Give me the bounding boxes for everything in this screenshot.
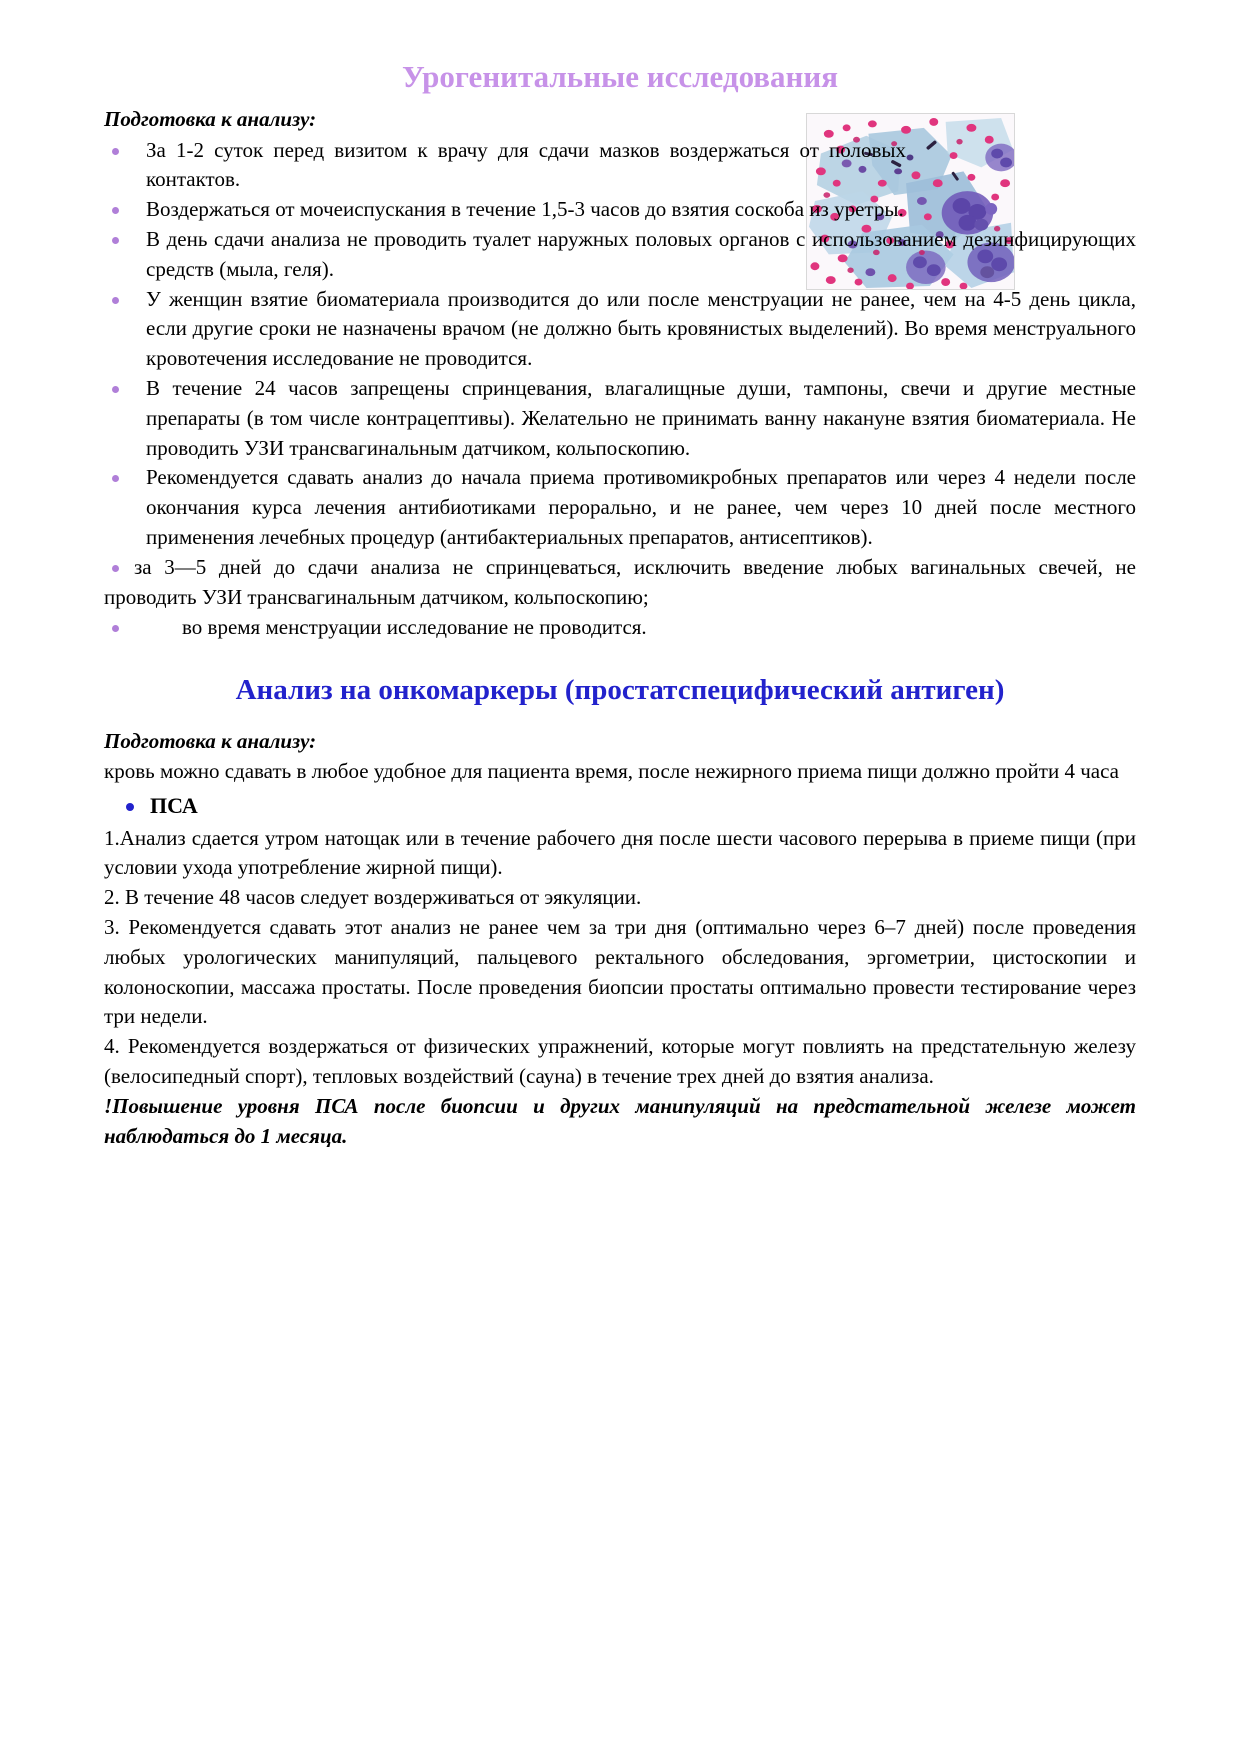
page-title-urogenital: Урогенитальные исследования <box>401 59 839 94</box>
bullet-dot-icon <box>112 625 119 632</box>
bullet-dot-icon <box>112 386 119 393</box>
list-item <box>104 613 1136 643</box>
list-item <box>104 136 1136 196</box>
psa-marker-list <box>104 791 1136 822</box>
list-item-text: за 3—5 дней до сдачи анализа не спринцеваться, исключить введение любых вагинальных свечей, не проводить УЗИ трансвагинальным датчиком, кольпоскопию; <box>104 554 1136 609</box>
list-item-text: во время менструации исследование не проводится. <box>182 614 647 639</box>
section1-body <box>104 105 1136 642</box>
list-item-text: Воздержаться от мочеиспускания в течение 1,5-3 часов до взятия соскоба из уретры. <box>146 197 904 222</box>
list-item-text: Рекомендуется сдавать анализ до начала приема противомикробных препаратов или через 4 недели после окончания курса лечения антибиотиками перорально, и не ранее, чем через 10 дней после местного применения лечебных процедур (антибактериальных препаратов, антисептиков). <box>146 465 1136 550</box>
numbered-item-1: 1.Анализ сдается утром натощак или в течение рабочего дня после шести часового перерыва в приеме пищи (при условии ухода употребление жирной пищи). <box>104 825 1136 880</box>
section1-bullet-list <box>104 136 1136 643</box>
numbered-item-3: 3. Рекомендуется сдавать этот анализ не ранее чем за три дня (оптимально через 6–7 дней) после проведения любых урологических манипуляций, пальцевого ректального обследования, эргометрии, цистоскопии и колоноскопии, массажа простаты. После проведения биопсии простаты оптимально провести тестирование через три недели. <box>104 914 1136 1029</box>
list-item <box>104 553 1136 613</box>
list-item-text: У женщин взятие биоматериала производится до или после менструации не ранее, чем на 4-5 день цикла, если другие сроки не назначены врачом (не должно быть кровянистых выделений). Во время менструального кровотечения исследование не проводится. <box>146 286 1136 371</box>
numbered-item-2: 2. В течение 48 часов следует воздерживаться от эякуляции. <box>104 885 642 910</box>
list-item-text: В течение 24 часов запрещены спринцевания, влагалищные души, тампоны, свечи и другие местные препараты (в том числе контрацептивы). Желательно не принимать ванну накануне взятия биоматериала. Не проводить УЗИ трансвагинальным датчиком, кольпоскопию. <box>146 376 1136 460</box>
list-item <box>104 463 1136 552</box>
bullet-dot-icon <box>112 475 119 482</box>
list-item-psa <box>104 791 1136 822</box>
section2-intro-text: кровь можно сдавать в любое удобное для пациента время, после нежирного приема пищи должно пройти 4 часа <box>104 758 1119 783</box>
page-title-oncomarkers: Анализ на онкомаркеры (простатспецифический антиген) <box>235 674 1005 707</box>
psa-warning-note: !Повышение уровня ПСА после биопсии и других манипуляций на предстательной железе может наблюдаться до 1 месяца. <box>104 1093 1136 1148</box>
list-item-label: ПСА <box>150 792 198 818</box>
bullet-dot-icon <box>112 297 119 304</box>
list-item <box>104 285 1136 374</box>
bullet-dot-icon <box>112 237 119 244</box>
numbered-item-4: 4. Рекомендуется воздержаться от физических упражнений, которые могут повлиять на предстательную железу (велосипедный спорт), тепловых воздействий (сауна) в течение трех дней до взятия анализа. <box>104 1034 1136 1089</box>
list-item <box>104 225 1136 285</box>
section2-body <box>104 727 1136 1152</box>
list-item-text: За 1-2 суток перед визитом к врачу для сдачи мазков воздержаться от половых контактов. <box>146 137 906 192</box>
bullet-dot-icon <box>112 207 119 214</box>
bullet-dot-icon <box>126 803 134 811</box>
section2-prep-label: Подготовка к анализу: <box>104 728 317 753</box>
section1-prep-label: Подготовка к анализу: <box>104 107 317 132</box>
list-item-text: В день сдачи анализа не проводить туалет наружных половых органов с использованием дезинфицирующих средств (мыла, геля). <box>146 226 1136 281</box>
list-item <box>104 195 1136 225</box>
bullet-dot-icon <box>112 565 119 572</box>
list-item <box>104 374 1136 463</box>
bullet-dot-icon <box>112 148 119 155</box>
